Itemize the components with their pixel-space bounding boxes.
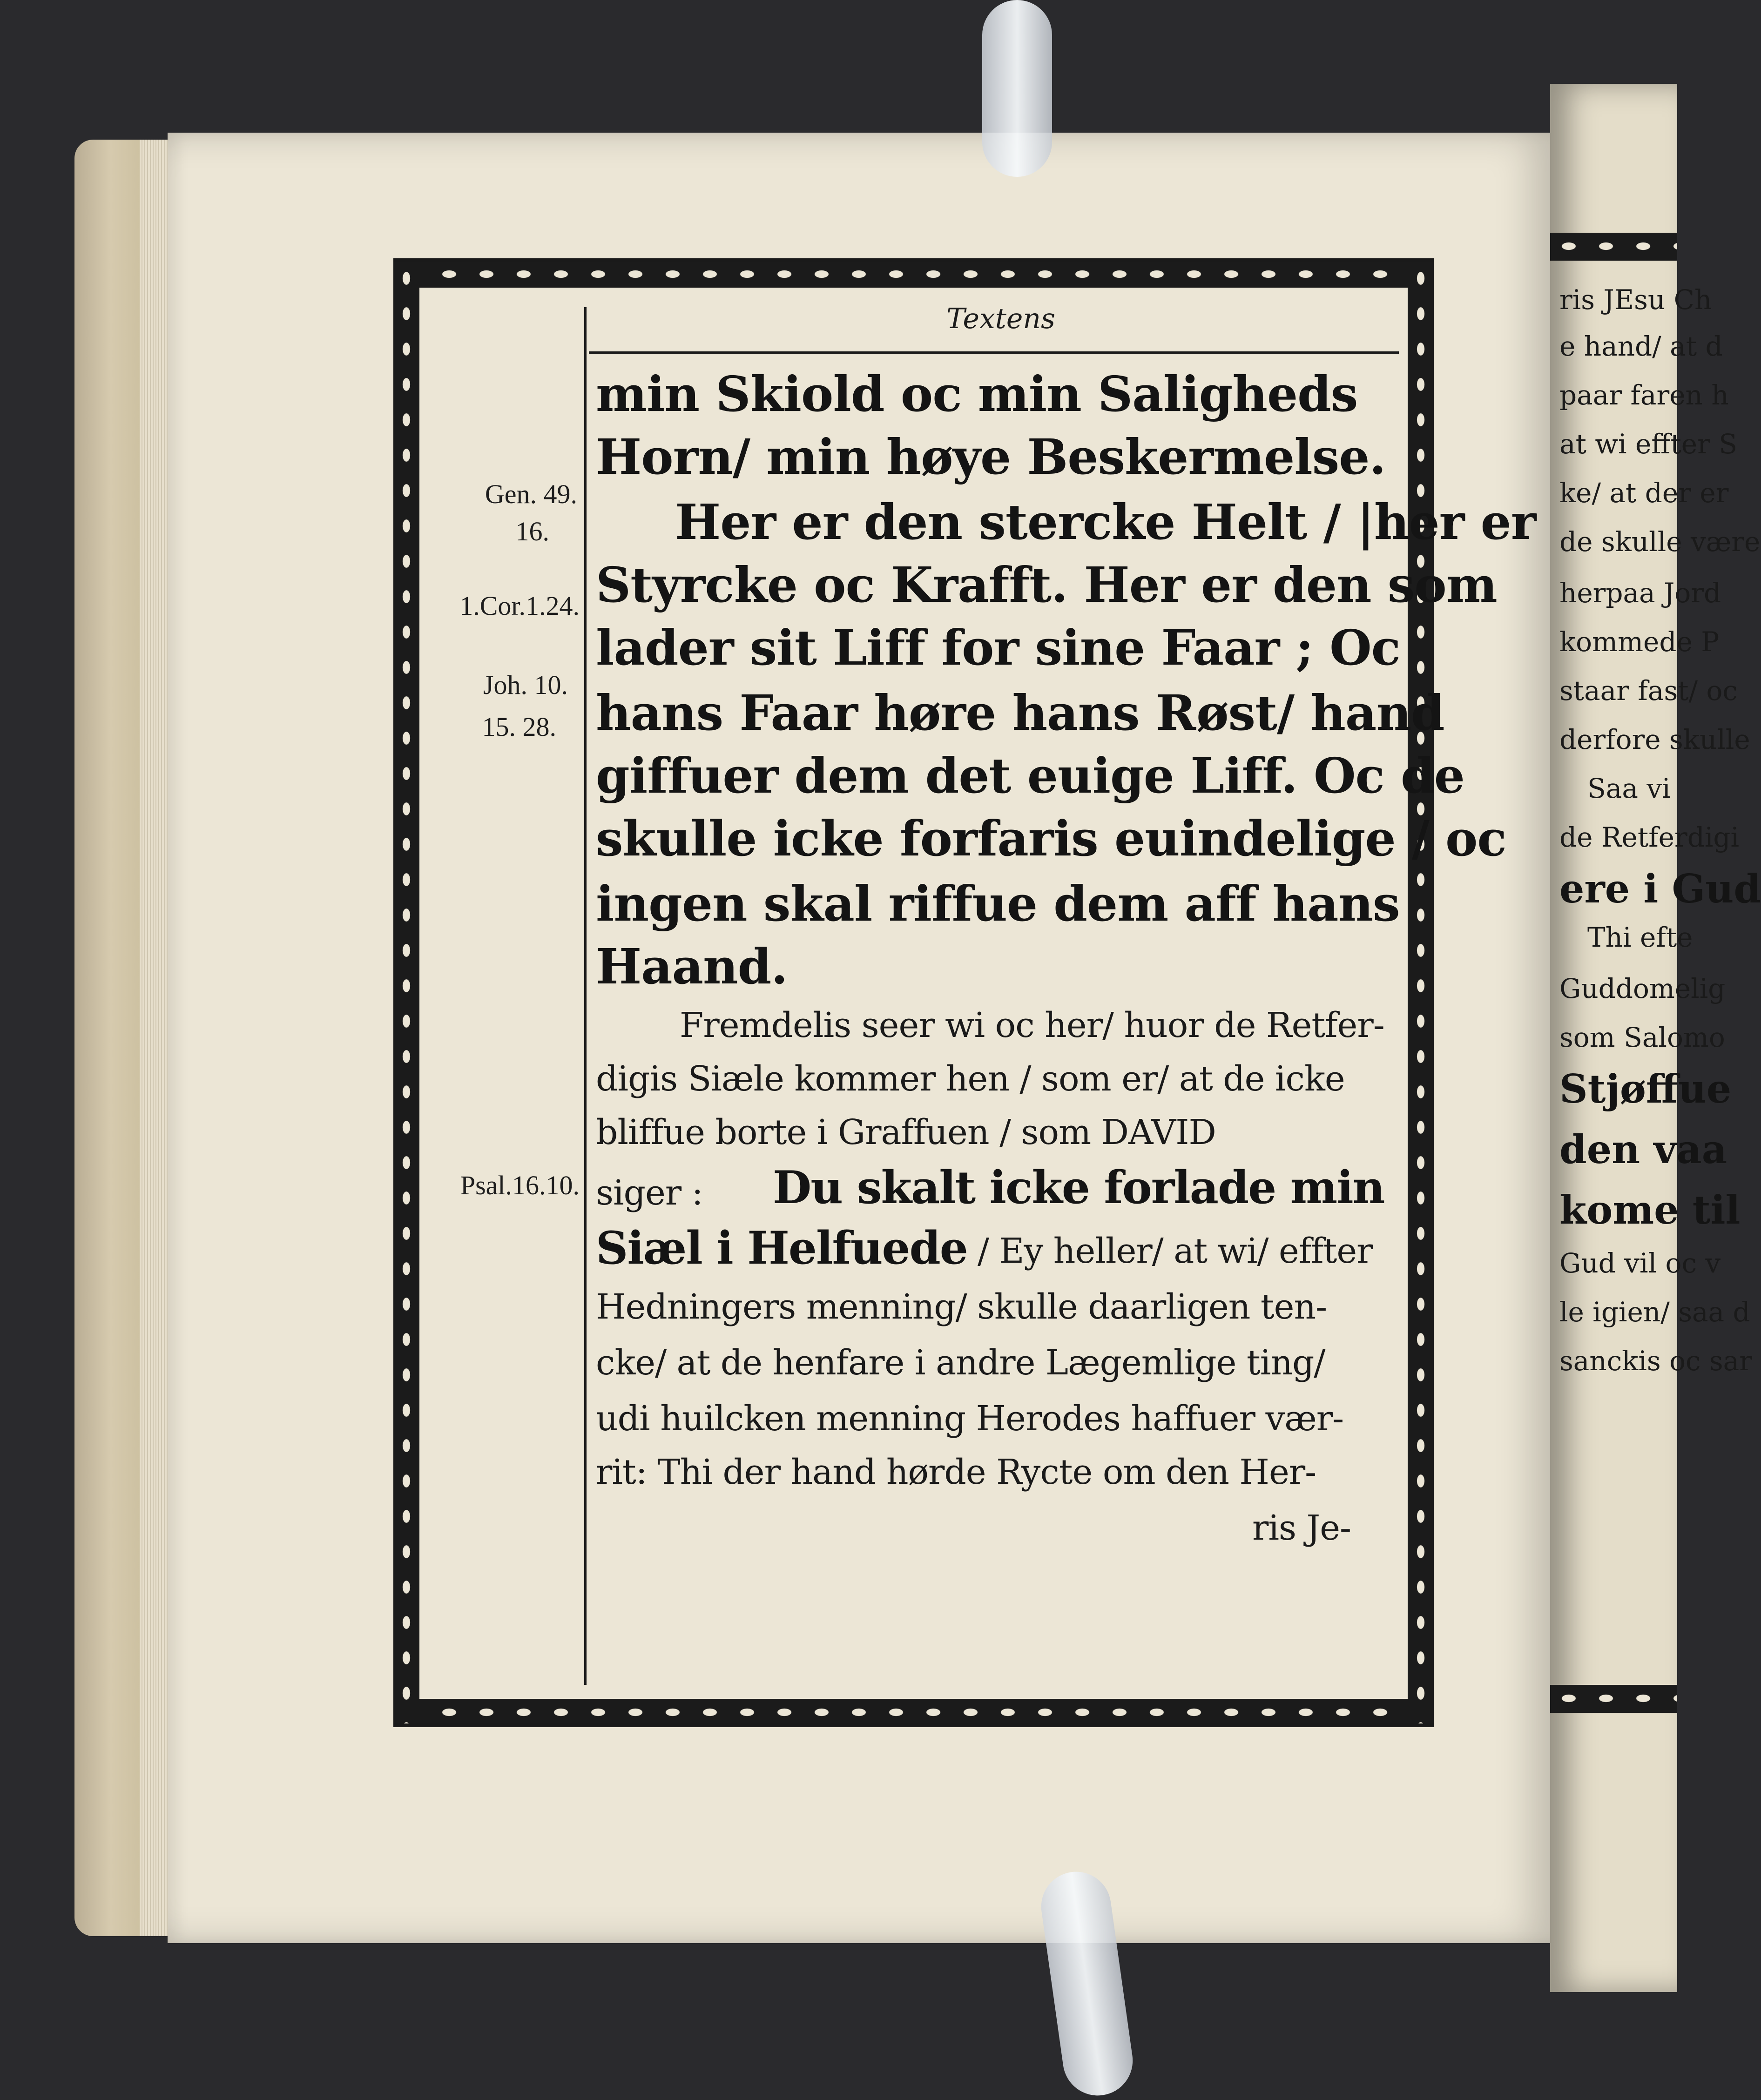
margin-note: 15. 28.	[482, 712, 556, 742]
book-clip-top	[982, 0, 1052, 177]
text-line: digis Siæle kommer hen / som er/ at de icke	[596, 1059, 1345, 1099]
right-page-line: Gud vil oc v	[1559, 1247, 1721, 1279]
text-line: Haand.	[596, 938, 788, 995]
margin-note: Psal.16.10.	[460, 1170, 580, 1200]
text-line: skulle icke forfaris euindelige / oc	[596, 810, 1506, 867]
running-head: Textens	[946, 303, 1055, 335]
text-line: giffuer dem det euige Liff. Oc de	[596, 747, 1464, 804]
frame-bottom-ornament	[393, 1699, 1434, 1726]
right-page-line: staar fast/ oc	[1559, 675, 1738, 707]
frame-bottom-rule	[393, 1723, 1434, 1727]
right-page-line: Stjøffue	[1559, 1066, 1732, 1112]
text-line: Fremdelis seer wi oc her/ huor de Retfer-	[680, 1005, 1384, 1045]
right-page-line: ris JEsu Ch	[1559, 284, 1712, 316]
text-line: Hedningers menning/ skulle daarligen ten-	[596, 1287, 1327, 1327]
text-line: hans Faar høre hans Røst/ hand	[596, 684, 1444, 741]
right-page-line: den vaa	[1559, 1126, 1727, 1172]
right-page-line: kommede P	[1559, 626, 1720, 658]
text-line: Her er den stercke Helt / |her er	[675, 493, 1536, 551]
text-line-emphasis: Siæl i Helfuede	[596, 1222, 967, 1274]
text-line: min Skiold oc min Saligheds	[596, 365, 1358, 423]
catchword: ris Je-	[1252, 1508, 1351, 1548]
text-line: cke/ at de henfare i andre Lægemlige ting/	[596, 1343, 1325, 1383]
right-page-line: de skulle være	[1559, 526, 1761, 558]
right-page-line: paar faren h	[1559, 379, 1729, 411]
right-page-line: som Salomo	[1559, 1022, 1725, 1053]
frame-left-ornament	[393, 261, 419, 1727]
right-page-line: de Retferdigi	[1559, 821, 1740, 853]
frame-top-rule	[393, 258, 1434, 262]
right-page	[1550, 84, 1761, 1992]
right-page-line: ere i Gud	[1559, 866, 1761, 912]
right-page-line: herpaa Jord	[1559, 577, 1721, 609]
text-line: bliffue borte i Graffuen / som DAVID	[596, 1112, 1216, 1152]
text-line: lader sit Liff for sine Faar ; Oc	[596, 619, 1400, 676]
text-line: siger :	[596, 1173, 703, 1213]
right-page-ornament-bottom	[1550, 1685, 1677, 1713]
right-page-line: at wi effter S	[1559, 428, 1738, 460]
frame-right-ornament	[1408, 261, 1434, 1727]
margin-note: 16.	[515, 516, 549, 546]
text-line: Horn/ min høye Beskermelse.	[596, 428, 1386, 485]
frame-top-ornament	[393, 261, 1434, 288]
right-page-line: derfore skulle	[1559, 724, 1750, 755]
margin-note: Gen. 49.	[485, 479, 577, 509]
margin-note: 1.Cor.1.24.	[459, 591, 580, 621]
text-line: ingen skal riffue dem aff hans	[596, 875, 1400, 932]
text-line: udi huilcken menning Herodes haffuer vær-	[596, 1399, 1344, 1439]
text-line: / Ey heller/ at wi/ effter	[978, 1231, 1373, 1271]
right-page-line: Saa vi	[1587, 773, 1671, 804]
margin-column-rule	[584, 307, 587, 1685]
right-page-line: ke/ at der er	[1559, 477, 1729, 509]
right-page-ornament	[1550, 233, 1677, 261]
text-line: rit: Thi der hand hørde Rycte om den Her-	[596, 1452, 1316, 1492]
right-page-line: sanckis oc sar	[1559, 1345, 1752, 1377]
right-page-line: Thi efte	[1587, 922, 1693, 953]
text-line: Styrcke oc Krafft. Her er den som	[596, 556, 1497, 613]
head-rule	[589, 351, 1399, 354]
right-page-line: kome til	[1559, 1187, 1741, 1233]
right-page-line: e hand/ at d	[1559, 330, 1723, 362]
margin-note: Joh. 10.	[483, 670, 568, 700]
text-line-emphasis: Du skalt icke forlade min	[773, 1161, 1384, 1214]
right-page-line: Guddomelig	[1559, 973, 1726, 1004]
right-page-line: le igien/ saa d	[1559, 1296, 1750, 1328]
